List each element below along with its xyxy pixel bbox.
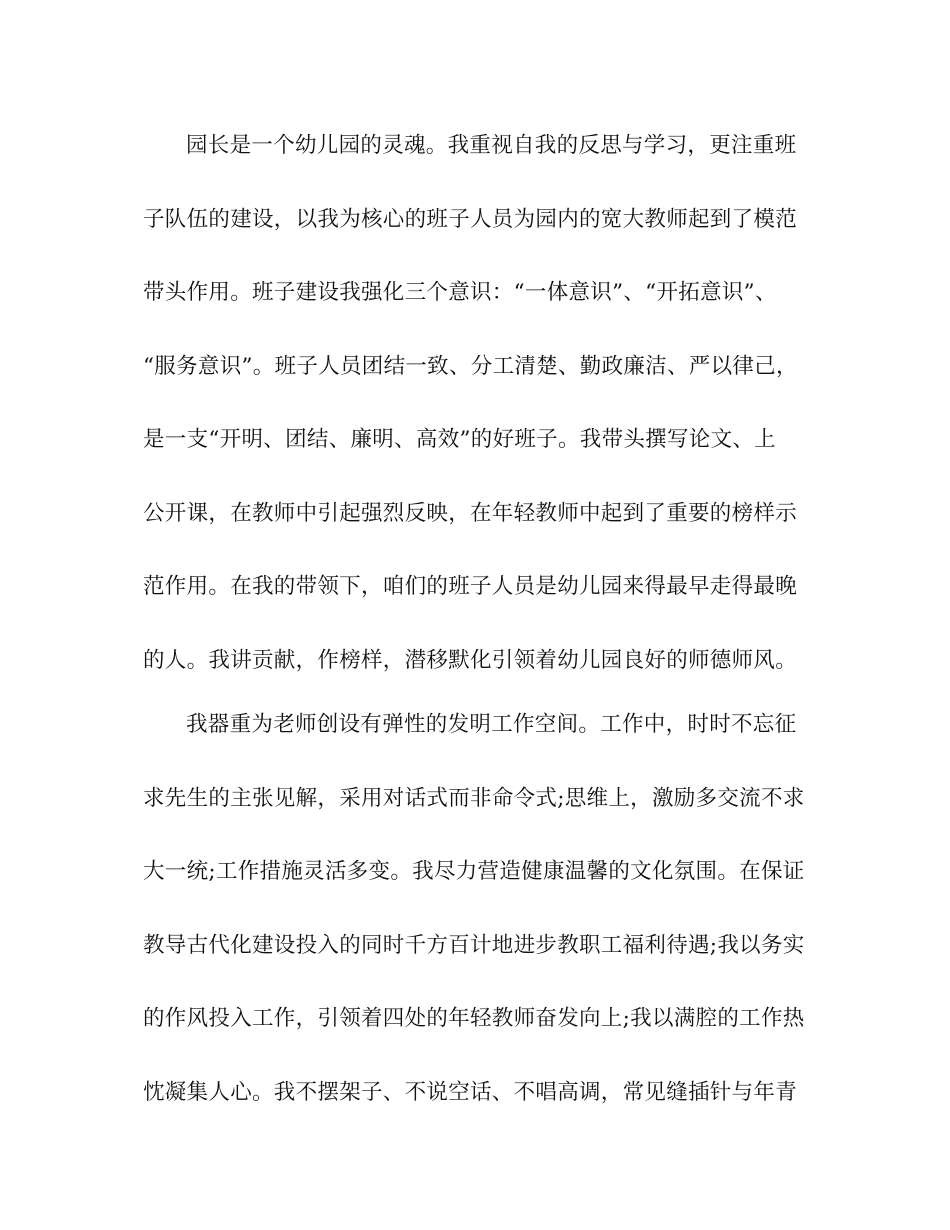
paragraph-work-environment bbox=[143, 688, 823, 1129]
text-line: 忱凝集人心。我不摆架子、不说空话、不唱高调，常见缝插针与年青 bbox=[143, 1079, 798, 1105]
text-line: 的作风投入工作，引领着四处的年轻教师奋发向上;我以满腔的工作热 bbox=[143, 1006, 805, 1031]
text-line: 园长是一个幼儿园的灵魂。我重视自我的反思与学习，更注重班 bbox=[186, 133, 797, 158]
text-line: 范作用。在我的带领下，咱们的班子人员是幼儿园来得最早走得最晚 bbox=[143, 574, 798, 599]
text-line: 教导古代化建设投入的同时千方百计地进步教职工福利待遇;我以务实 bbox=[143, 932, 805, 958]
text-line: 我器重为老师创设有弹性的发明工作空间。工作中，时时不忘征 bbox=[186, 712, 797, 737]
paragraph-leadership bbox=[143, 109, 823, 697]
text-line: “服务意识”。班子人员团结一致、分工清楚、勤政廉洁、严以律己， bbox=[143, 353, 798, 379]
text-line: 公开课，在教师中引起强烈反映，在年轻教师中起到了重要的榜样示 bbox=[143, 500, 798, 526]
text-line: 求先生的主张见解，采用对话式而非命令式;思维上，激励多交流不求 bbox=[143, 785, 805, 811]
text-line: 是一支“开明、团结、廉明、高效”的好班子。我带头撰写论文、上 bbox=[143, 427, 776, 452]
text-line: 带头作用。班子建设我强化三个意识：“一体意识”、“开拓意识”、 bbox=[143, 280, 777, 305]
text-line: 大一统;工作措施灵活多变。我尽力营造健康温馨的文化氛围。在保证 bbox=[143, 859, 805, 884]
text-line: 的人。我讲贡献，作榜样，潜移默化引领着幼儿园良好的师德师风。 bbox=[143, 647, 798, 673]
text-line: 子队伍的建设，以我为核心的班子人员为园内的宽大教师起到了模范 bbox=[143, 206, 798, 232]
